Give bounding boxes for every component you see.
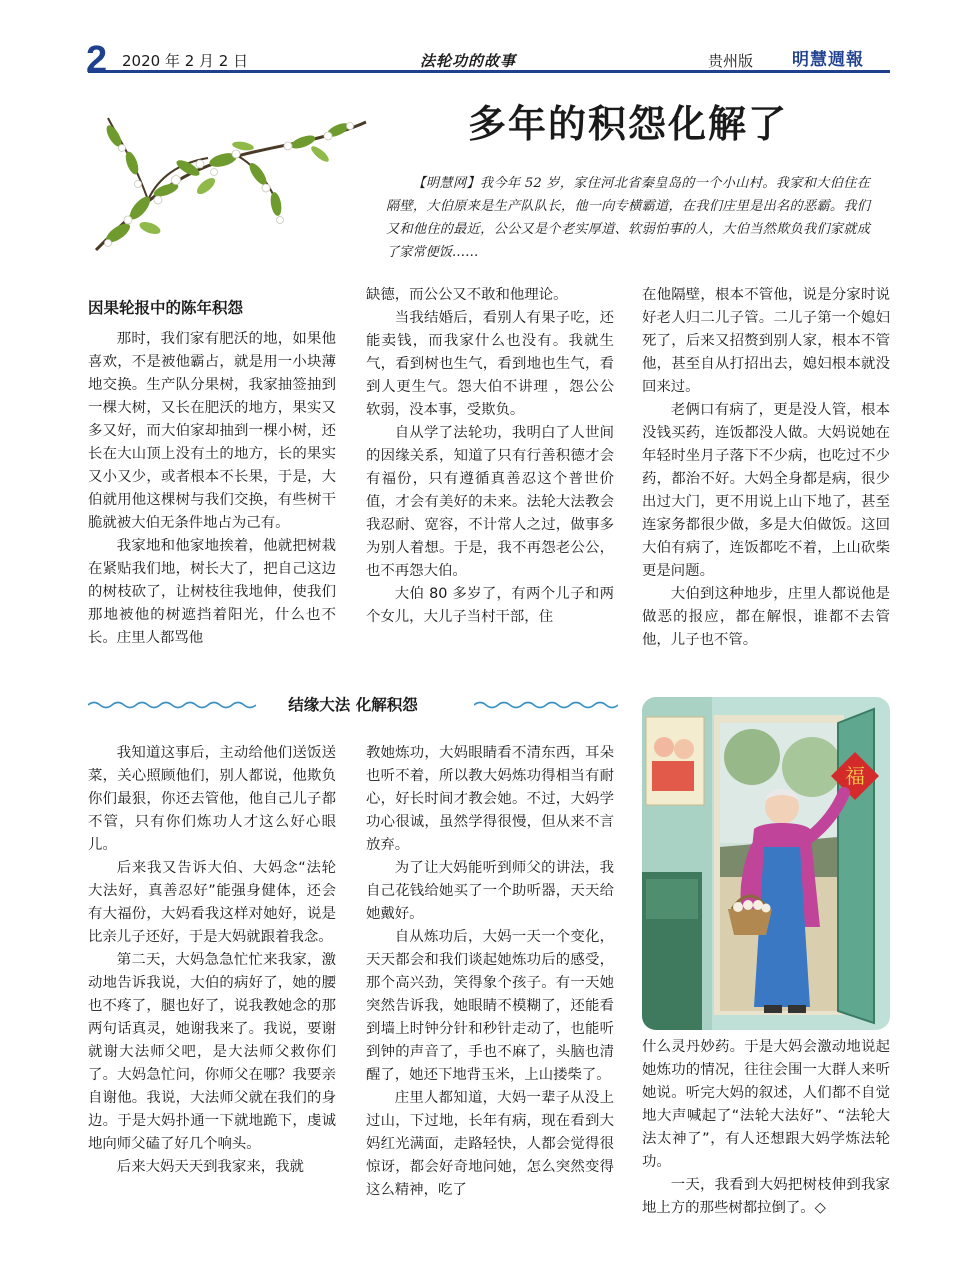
paragraph: 自从炼功后，大妈一天一个变化，天天都会和我们谈起她炼功后的感受，那个高兴劲，笑得象个孩子。有一天她突然告诉我，她眼睛不模糊了，还能看到墙上时钟分针和秒针走动了，也能听到钟的声音了，手也不麻了，头脑也清醒了，她还下地背玉米，上山搂柴了。 xyxy=(366,929,614,1083)
wave-ornament-right xyxy=(474,700,618,710)
paragraph: 教她炼功，大妈眼睛看不清东西，耳朵也听不着，所以教大妈炼功得相当有耐心，好长时间才教会她。不过，大妈学功心很诚，虽然学得很慢，但从来不言放弃。 xyxy=(366,745,614,853)
article-title: 多年的积怨化解了 xyxy=(468,101,789,146)
paragraph: 大伯到这种地步，庄里人都说他是做恶的报应，都在解恨，谁都不去管他，儿子也不管。 xyxy=(642,586,890,648)
column-3 xyxy=(642,284,890,652)
column-2 xyxy=(366,284,614,629)
fu-character: 福 xyxy=(845,764,865,788)
header-rule xyxy=(88,70,890,73)
paragraph: 大伯 80 多岁了，有两个儿子和两个女儿，大儿子当村干部，住 xyxy=(366,586,614,625)
masthead-logo: 明慧週報 xyxy=(792,50,864,70)
subheading-2: 结缘大法 化解积怨 xyxy=(288,696,418,714)
issue-date: 2020 年 2 月 2 日 xyxy=(122,52,249,70)
column-4 xyxy=(88,742,336,1179)
paragraph: 一天，我看到大妈把树枝伸到我家地上方的那些树都拉倒了。◇ xyxy=(642,1177,890,1216)
column-5 xyxy=(366,742,614,1202)
paragraph: 当我结婚后，看别人有果子吃，还能卖钱，而我家什么也没有。我就生气，看到树也生气，看到地也生气，看到人更生气。怨大伯不讲理 ，怨公公软弱，没本事，受欺负。 xyxy=(366,310,614,418)
paragraph: 庄里人都知道，大妈一辈子从没上过山，下过地，长年有病，现在看到大妈红光满面，走路轻快，人都会觉得很惊讶，都会好奇地问她，怎么突然变得这么精神，吃了 xyxy=(366,1090,614,1198)
paragraph: 在他隔壁，根本不管他，说是分家时说好老人归二儿子管。二儿子第一个媳妇死了，后来又招赘到别人家，根本不管他，甚至自从打招出去，媳妇根本就没回来过。 xyxy=(642,287,890,395)
paragraph: 那时，我们家有肥沃的地，如果他喜欢，不是被他霸占，就是用一小块薄地交换。生产队分果树，我家抽签抽到一棵大树，又长在肥沃的地方，果实又多又好，而大伯家却抽到一棵小树，还长在大山顶上没有土的地方，长的果实又小又少，或者根本不长果，于是，大伯就用他这棵树与我们交换，有些树干脆就被大伯无条件地占为己有。 xyxy=(88,331,336,531)
flowering-branch-illustration xyxy=(88,108,370,258)
subheading-1: 因果轮报中的陈年积怨 xyxy=(88,299,244,317)
paragraph: 老俩口有病了，更是没人管，根本没钱买药，连饭都没人做。大妈说她在年轻时坐月子落下不少病，也吃过不少药，都治不好。大妈全身都是病，很少出过大门，更不用说上山下地了，甚至连家务都很少做，多是大伯做饭。这回大伯有病了，连饭都吃不着，上山砍柴更是问题。 xyxy=(642,402,890,579)
section-title: 法轮功的故事 xyxy=(420,52,517,70)
paragraph: 第二天，大妈急急忙忙来我家，激动地告诉我说，大伯的病好了，她的腰也不疼了，腿也好了，说我教她念的那两句话真灵，她谢我来了。我说，要谢就谢大法师父吧，是大法师父救你们了。大妈急忙问，你师父在哪？我要亲自谢他。我说，大法师父就在我们的身边。于是大妈扑通一下就地跪下，虔诚地向师父磕了好几个响头。 xyxy=(88,952,336,1152)
paragraph: 什么灵丹妙药。于是大妈会激动地说起她炼功的情况，往往会围一大群人来听她说。听完大妈的叙述，人们都不自觉地大声喊起了“法轮大法好”、“法轮大法太神了”，有人还想跟大妈学炼法轮功。 xyxy=(642,1039,890,1170)
paragraph: 后来大妈天天到我家来，我就 xyxy=(116,1159,304,1175)
paragraph: 我知道这事后，主动给他们送饭送菜，关心照顾他们，别人都说，他欺负你们最狠，你还去管他，他自己儿子都不管，只有你们炼功人才这么好心眼儿。 xyxy=(88,745,336,853)
edition-label: 贵州版 xyxy=(708,52,754,70)
paragraph: 我家地和他家地挨着，他就把树栽在紧贴我们地，树长大了，把自己这边的树枝砍了，让树枝往我地伸，使我们那地被他的树遮挡着阳光，什么也不长。庄里人都骂他 xyxy=(88,538,336,646)
paragraph: 为了让大妈能听到师父的讲法，我自己花钱给她买了一个助听器，天天给她戴好。 xyxy=(366,860,614,922)
paragraph: 缺德，而公公又不敢和他理论。 xyxy=(366,287,568,303)
article-lead: 【明慧网】我今年 52 岁，家住河北省秦皇岛的一个小山村。我家和大伯住在隔壁，大伯原来是生产队队长，他一向专横霸道，在我们庄里是出名的恶霸。我们又和他住的最近，公公又是个老实厚道、软弱怕事的人，大伯当然欺负我们家就成了家常便饭…… xyxy=(386,176,870,260)
page-number: 2 xyxy=(86,39,108,81)
paragraph: 后来我又告诉大伯、大妈念“法轮大法好，真善忍好”能强身健体，还会有大福份，大妈看我这样对她好，说是比亲儿子还好，于是大妈就跟着我念。 xyxy=(88,860,336,945)
paragraph: 自从学了法轮功，我明白了人世间的因缘关系，知道了只有行善积德才会有福份，只有遵循真善忍这个普世价值，才会有美好的未来。法轮大法教会我忍耐、宽容，不计常人之过，做事多为别人着想。于是，我不再怨老公公，也不再怨大伯。 xyxy=(366,425,614,579)
wave-ornament-left xyxy=(88,700,256,710)
grandmother-at-door-illustration xyxy=(642,697,890,1030)
column-1 xyxy=(88,328,336,650)
column-6 xyxy=(642,1036,890,1220)
